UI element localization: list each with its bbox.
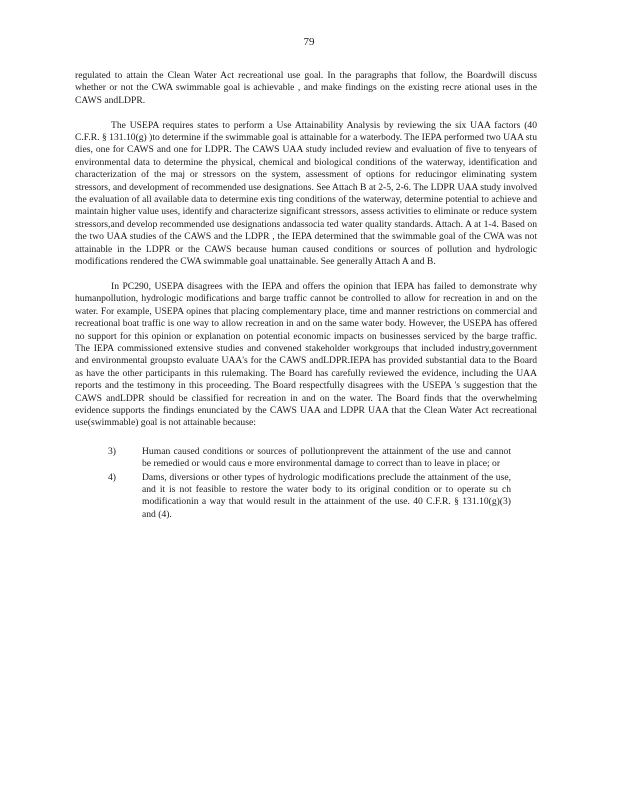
findings-list	[75, 446, 537, 521]
list-item-number: 3)	[108, 445, 116, 457]
paragraph-uaa-studies: The USEPA requires states to perform a Use Attainability Analysis by reviewing the six UAA factors (40 C.F.R. § 131.10(g) )to determine if the swimmable goal is attainable for a waterbody. The IEPA performed two UAA stu dies, one for CAWS and one for LDPR. The CAWS UAA study included review and evaluation of five to tenyears of environmental data to determine the physical, chemical and biological conditions of the waterway, identification and characterization of the maj or stressors on the system, assessment of options for reducingor eliminating system stressors, and development of recommended use designations. See Attach B at 2-5, 2-6. The LDPR UAA study involved the evaluation of all available data to determine exis ting conditions of the waterway, determine potential to achieve and maintain higher value uses, identify and characterize significant stressors, assess activities to eliminate or reduce system stressors,and develop recommended use designations andassocia ted water quality standards. Attach. A at 1-4. Based on the two UAA studies of the CAWS and the LDPR , the IEPA determined that the swimmable goal of the CWA was not attainable in the LDPR or the CAWS because human caused conditions or sources of pollution and hydrologic modifications rendered the CWA swimmable goal unattainable. See generally Attach A and B.	[75, 119, 537, 268]
list-item-number: 4)	[108, 471, 116, 483]
page-body	[75, 70, 537, 522]
list-item-text: Human caused conditions or sources of pollutionprevent the attainment of the use and cannot be remedied or would caus e more environmental damage to correct than to leave in place; or	[142, 445, 511, 470]
page-number: 79	[303, 36, 315, 48]
list-item	[75, 446, 537, 471]
list-item	[75, 472, 537, 522]
list-item-text: Dams, diversions or other types of hydrologic modifications preclude the attainment of the use, and it is not feasible to restore the water body to its original condition or to operate su ch modificationin a way that would result in the attainment of the use. 40 C.F.R. § 131.10(g)(3) and (4).	[142, 471, 511, 520]
paragraph-intro: regulated to attain the Clean Water Act recreational use goal. In the paragraphs that follow, the Boardwill discuss whether or not the CWA swimmable goal is achievable , and make findings on the existing recre ational uses in the CAWS andLDPR.	[75, 70, 537, 106]
paragraph-pc290: In PC290, USEPA disagrees with the IEPA and offers the opinion that IEPA has failed to demonstrate why humanpollution, hydrologic modifications and barge traffic cannot be controlled to allow for recreation in and on the water. For example, USEPA opines that placing complementary place, time and manner restrictions on commercial and recreational boat traffic is one way to allow recreation in and on the same water body. However, the USEPA has offered no support for this opinion or explanation on potential economic impacts on businesses serviced by the barge traffic. The IEPA commissioned extensive studies and convened stakeholder workgroups that included industry,government and environmental groupsto evaluate UAA's for the CAWS andLDPR.IEPA has provided substantial data to the Board as have the other participants in this rulemaking. The Board has carefully reviewed the evidence, including the UAA reports and the testimony in this proceeding. The Board respectfully disagrees with the USEPA 's suggestion that the CAWS andLDPR should be classified for recreation in and on the water. The Board finds that the overwhelming evidence supports the findings enunciated by the CAWS UAA and LDPR UAA that the Clean Water Act recreational use(swimmable) goal is not attainable because:	[75, 280, 537, 429]
